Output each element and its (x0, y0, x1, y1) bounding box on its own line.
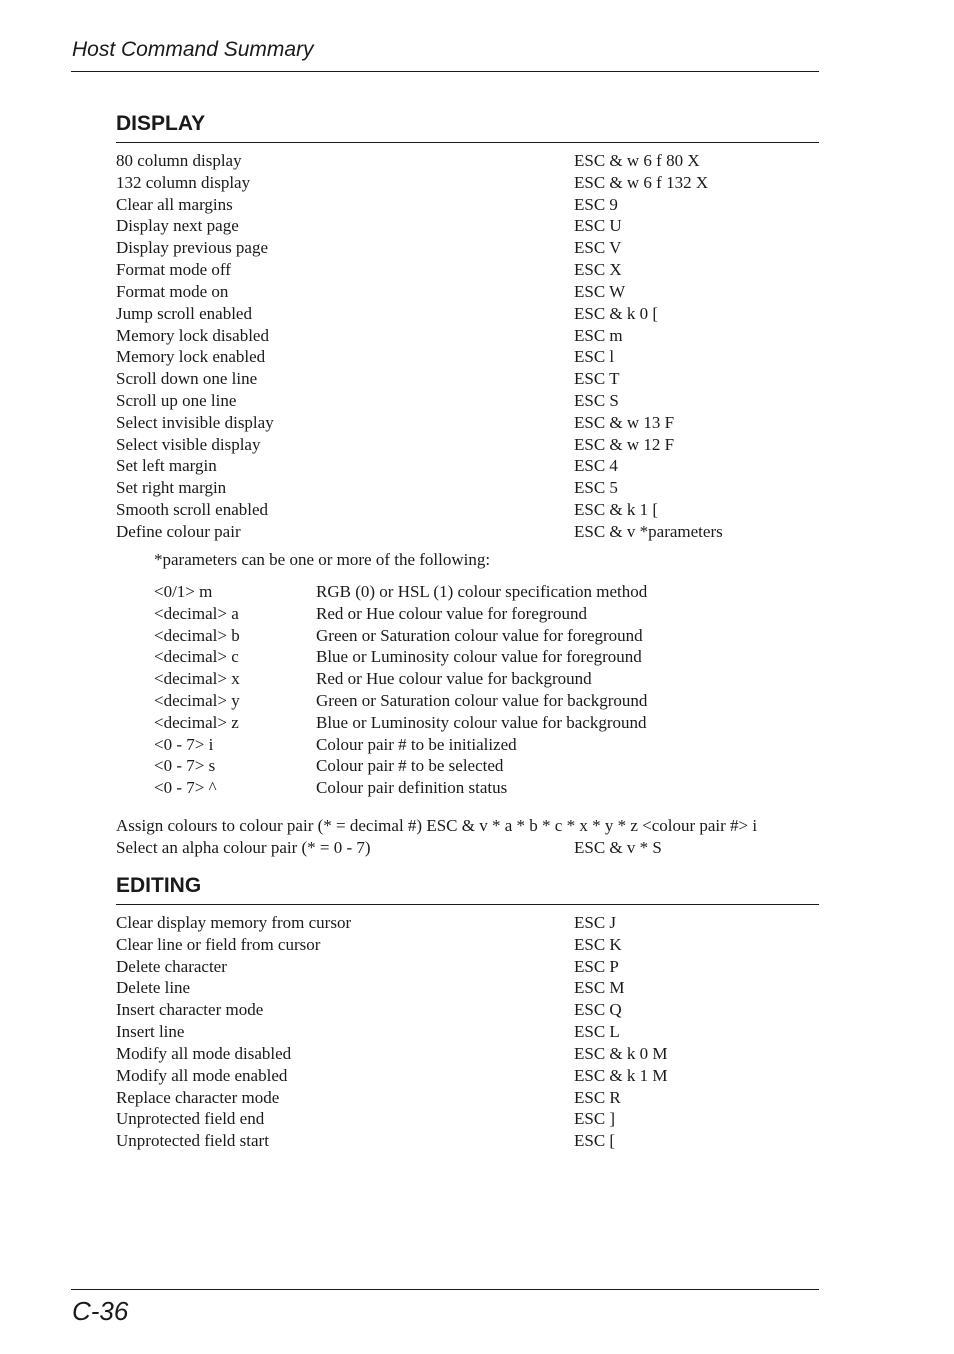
command-code: ESC & w 6 f 132 X (574, 173, 709, 192)
command-code: ESC & k 1 [ (574, 500, 659, 519)
command-label: Set left margin (116, 456, 217, 475)
command-label: Select invisible display (116, 413, 274, 432)
command-code: ESC J (574, 913, 617, 932)
parameter-description: RGB (0) or HSL (1) colour specification method (316, 582, 648, 601)
command-label: Display next page (116, 216, 239, 235)
command-code: ESC 5 (574, 478, 618, 497)
section-title-editing: EDITING (116, 874, 202, 897)
parameter-description: Colour pair definition status (316, 778, 508, 797)
command-code: ESC R (574, 1088, 621, 1107)
parameter-description: Red or Hue colour value for foreground (316, 604, 587, 623)
command-code: ESC X (574, 260, 622, 279)
assign-colours-line: Assign colours to colour pair (* = decimal #) ESC & v * a * b * c * x * y * z <colour pair #> i (116, 816, 758, 835)
command-code: ESC & v *parameters (574, 522, 723, 541)
command-code: ESC K (574, 935, 622, 954)
command-code: ESC T (574, 369, 620, 388)
command-label: Format mode off (116, 260, 231, 279)
command-code: ESC l (574, 347, 615, 366)
section-title-display: DISPLAY (116, 112, 206, 135)
command-label: Unprotected field end (116, 1109, 265, 1128)
command-label: Unprotected field start (116, 1131, 269, 1150)
command-code: ESC M (574, 978, 625, 997)
command-code: ESC & v * S (574, 838, 662, 857)
command-label: Format mode on (116, 282, 229, 301)
command-label: Select visible display (116, 435, 261, 454)
page-header-title: Host Command Summary (72, 38, 314, 61)
parameter-description: Colour pair # to be initialized (316, 735, 517, 754)
parameter-description: Red or Hue colour value for background (316, 669, 592, 688)
parameter-description: Green or Saturation colour value for foreground (316, 626, 643, 645)
command-code: ESC & k 1 M (574, 1066, 668, 1085)
command-label: Memory lock disabled (116, 326, 269, 345)
command-label: Clear all margins (116, 195, 233, 214)
parameter-code: <0/1> m (154, 582, 213, 601)
command-label: Memory lock enabled (116, 347, 266, 366)
parameters-note: *parameters can be one or more of the following: (154, 550, 491, 569)
command-label: Define colour pair (116, 522, 241, 541)
command-label: Scroll up one line (116, 391, 237, 410)
command-code: ESC & w 12 F (574, 435, 675, 454)
command-code: ESC 4 (574, 456, 618, 475)
command-code: ESC Q (574, 1000, 622, 1019)
command-code: ESC ] (574, 1109, 616, 1128)
parameter-code: <decimal> z (154, 713, 239, 732)
parameter-code: <decimal> y (154, 691, 240, 710)
section-rule-editing (116, 904, 819, 905)
footer-rule (71, 1289, 819, 1290)
parameter-description: Colour pair # to be selected (316, 756, 504, 775)
command-label: Clear line or field from cursor (116, 935, 321, 954)
command-label: Delete line (116, 978, 191, 997)
command-label: Clear display memory from cursor (116, 913, 352, 932)
command-label: Scroll down one line (116, 369, 258, 388)
header-rule (71, 71, 819, 72)
command-code: ESC & k 0 M (574, 1044, 668, 1063)
parameter-code: <0 - 7> i (154, 735, 214, 754)
command-label: Insert character mode (116, 1000, 264, 1019)
command-code: ESC & k 0 [ (574, 304, 659, 323)
command-code: ESC P (574, 957, 619, 976)
command-label: Insert line (116, 1022, 185, 1041)
command-code: ESC V (574, 238, 622, 257)
command-code: ESC 9 (574, 195, 618, 214)
command-label: 80 column display (116, 151, 242, 170)
parameter-code: <decimal> c (154, 647, 239, 666)
parameter-code: <decimal> b (154, 626, 240, 645)
parameter-code: <0 - 7> s (154, 756, 216, 775)
command-code: ESC U (574, 216, 622, 235)
parameter-code: <decimal> a (154, 604, 239, 623)
section-rule-display (116, 142, 819, 143)
page-number: C-36 (72, 1296, 129, 1326)
command-code: ESC & w 6 f 80 X (574, 151, 700, 170)
command-code: ESC S (574, 391, 619, 410)
command-label: Modify all mode enabled (116, 1066, 288, 1085)
parameter-description: Blue or Luminosity colour value for background (316, 713, 647, 732)
parameter-description: Green or Saturation colour value for background (316, 691, 648, 710)
command-label: Smooth scroll enabled (116, 500, 269, 519)
command-label: Jump scroll enabled (116, 304, 252, 323)
command-code: ESC & w 13 F (574, 413, 675, 432)
command-label: Set right margin (116, 478, 227, 497)
parameter-code: <0 - 7> ^ (154, 778, 217, 797)
command-code: ESC m (574, 326, 623, 345)
command-code: ESC [ (574, 1131, 616, 1150)
command-label: Delete character (116, 957, 227, 976)
command-label: Display previous page (116, 238, 269, 257)
command-label: Replace character mode (116, 1088, 280, 1107)
parameter-code: <decimal> x (154, 669, 240, 688)
command-code: ESC L (574, 1022, 620, 1041)
command-label: Modify all mode disabled (116, 1044, 292, 1063)
command-label: Select an alpha colour pair (* = 0 - 7) (116, 838, 371, 857)
command-label: 132 column display (116, 173, 251, 192)
parameter-description: Blue or Luminosity colour value for foreground (316, 647, 642, 666)
command-code: ESC W (574, 282, 626, 301)
